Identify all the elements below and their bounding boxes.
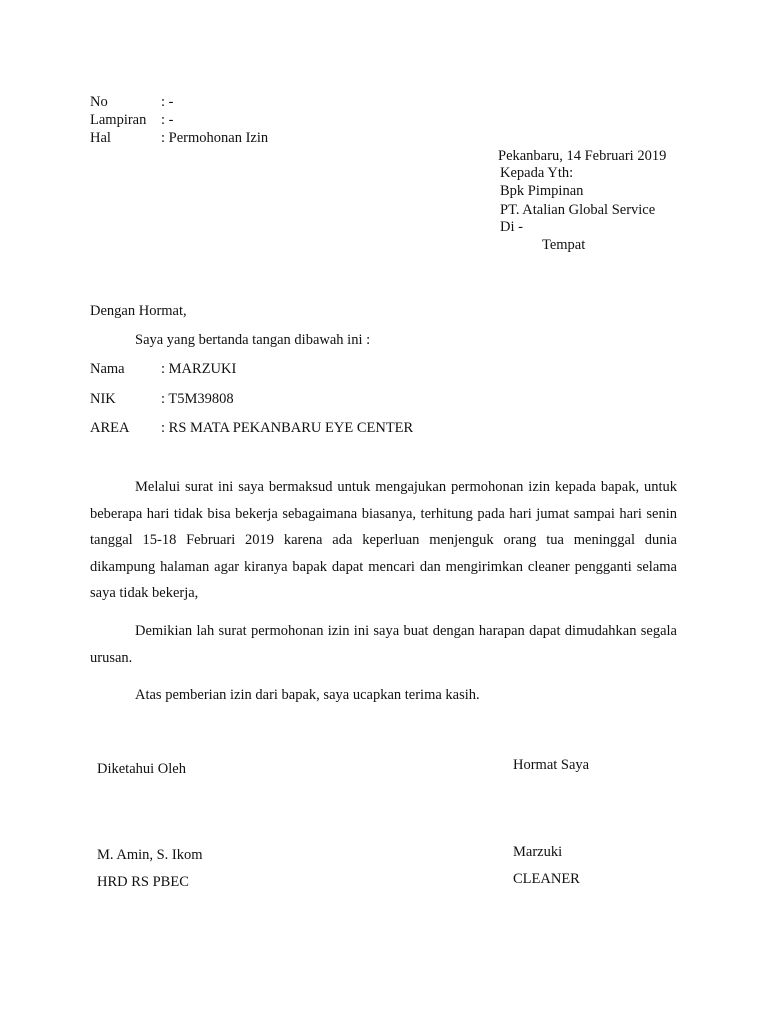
signature-left-caption: Diketahui Oleh — [97, 761, 186, 777]
header-no-value: : - — [161, 94, 174, 110]
identity-label-nik: NIK — [90, 391, 116, 407]
signature-right-caption: Hormat Saya — [513, 757, 590, 773]
body-paragraph-3: Atas pemberian izin dari bapak, saya ucapkan terima kasih. — [135, 687, 480, 703]
recipient-di: Di - — [500, 219, 523, 235]
identity-label-nama: Nama — [90, 361, 125, 377]
body-paragraph-2: Demikian lah surat permohonan izin ini saya buat dengan harapan dapat dimudahkan segala urusan. — [90, 623, 677, 666]
identity-value-nik: : T5M39808 — [161, 391, 234, 407]
place-date: Pekanbaru, 14 Februari 2019 — [498, 148, 667, 164]
recipient-company: PT. Atalian Global Service — [500, 202, 656, 218]
greeting: Dengan Hormat, — [90, 303, 187, 319]
signature-left-name: M. Amin, S. Ikom — [97, 847, 203, 863]
identity-value-nama: : MARZUKI — [161, 361, 237, 377]
recipient-name: Bpk Pimpinan — [500, 183, 584, 199]
body-paragraph-1: Melalui surat ini saya bermaksud untuk mengajukan permohonan izin kepada bapak, untuk beberapa hari tidak bisa bekerja sebagaimana biasanya, terhitung pada hari jumat sampai hari senin tanggal 15-18 Februari 2019 karena ada keperluan menjenguk orang tua meninggal dunia dikampung halaman agar kiranya bapak dapat mencari dan mengirimkan cleaner pengganti selama saya tidak bekerja, — [90, 479, 677, 601]
signature-right-name: Marzuki — [513, 844, 563, 860]
signature-left-title: HRD RS PBEC — [97, 874, 189, 890]
identity-label-area: AREA — [90, 420, 130, 436]
header-hal-label: Hal — [90, 130, 111, 146]
header-lampiran-label: Lampiran — [90, 112, 147, 128]
identity-value-area: : RS MATA PEKANBARU EYE CENTER — [161, 420, 414, 436]
intro-line: Saya yang bertanda tangan dibawah ini : — [135, 332, 371, 348]
signature-right-title: CLEANER — [513, 871, 580, 887]
header-lampiran-value: : - — [161, 112, 174, 128]
recipient-tempat: Tempat — [542, 237, 586, 253]
header-hal-value: : Permohonan Izin — [161, 130, 269, 146]
recipient-kepada: Kepada Yth: — [500, 165, 574, 181]
header-no-label: No — [90, 94, 108, 110]
